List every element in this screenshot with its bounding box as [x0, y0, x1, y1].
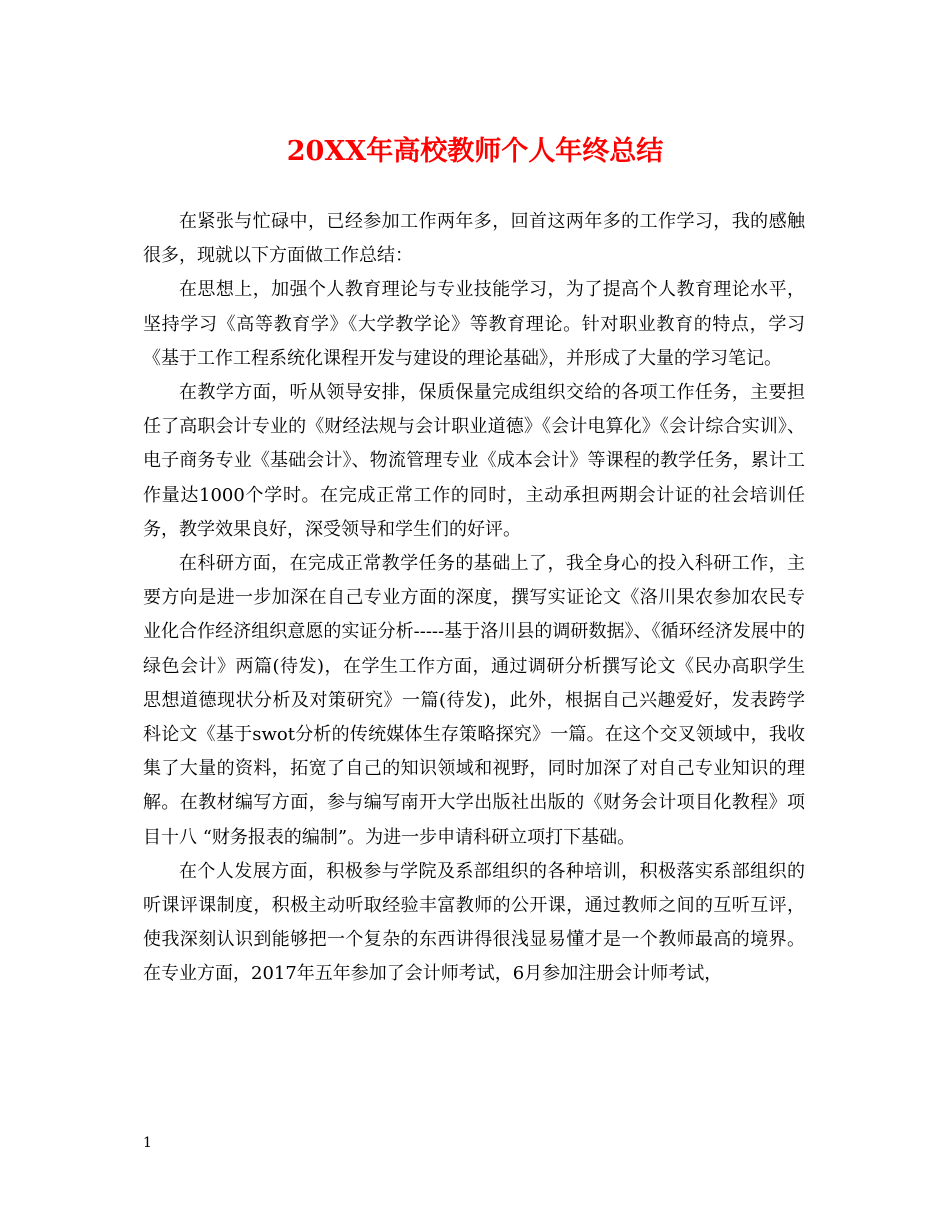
- paragraph-intro: 在紧张与忙碌中，已经参加工作两年多，回首这两年多的工作学习，我的感触很多，现就以下方面做工作总结：: [143, 211, 805, 267]
- paragraph-development: 在个人发展方面，积极参与学院及系部组织的各种培训，积极落实系部组织的听课评课制度，积极主动听取经验丰富教师的公开课，通过教师之间的互听互评，使我深刻认识到能够把一个复杂的东西讲得很浅显易懂才是一个教师最高的境界。在专业方面，2017年五年参加了会计师考试，6月参加注册会计师考试，: [143, 860, 805, 985]
- document-title: 20XX年高校教师个人年终总结: [286, 136, 664, 167]
- paragraph-ideology: 在思想上，加强个人教育理论与专业技能学习，为了提高个人教育理论水平，坚持学习《高等教育学》《大学教学论》等教育理论。针对职业教育的特点，学习《基于工作工程系统化课程开发与建设的理论基础》，并形成了大量的学习笔记。: [143, 279, 805, 369]
- page-number: 1: [143, 1135, 152, 1151]
- document-body: [143, 205, 805, 992]
- paragraph-research: 在科研方面，在完成正常教学任务的基础上了，我全身心的投入科研工作，主要方向是进一步加深在自己专业方面的深度，撰写实证论文《洛川果农参加农民专业化合作经济组织意愿的实证分析-----基于洛川县的调研数据》、《循环经济发展中的绿色会计》两篇(待发)，在学生工作方面，通过调研分析撰写论文《民办高职学生思想道德现状分析及对策研究》一篇(待发)，此外，根据自己兴趣爱好，发表跨学科论文《基于swot分析的传统媒体生存策略探究》一篇。在这个交叉领域中，我收集了大量的资料，拓宽了自己的知识领域和视野，同时加深了对自己专业知识的理解。在教材编写方面，参与编写南开大学出版社出版的《财务会计项目化教程》项目十八 “财务报表的编制”。为进一步申请科研立项打下基础。: [143, 553, 805, 848]
- paragraph-teaching: 在教学方面，听从领导安排，保质保量完成组织交给的各项工作任务，主要担任了高职会计专业的《财经法规与会计职业道德》《会计电算化》《会计综合实训》、电子商务专业《基础会计》、物流管理专业《成本会计》等课程的教学任务，累计工作量达1000个学时。在完成正常工作的同时，主动承担两期会计证的社会培训任务，教学效果良好，深受领导和学生们的好评。: [143, 382, 805, 540]
